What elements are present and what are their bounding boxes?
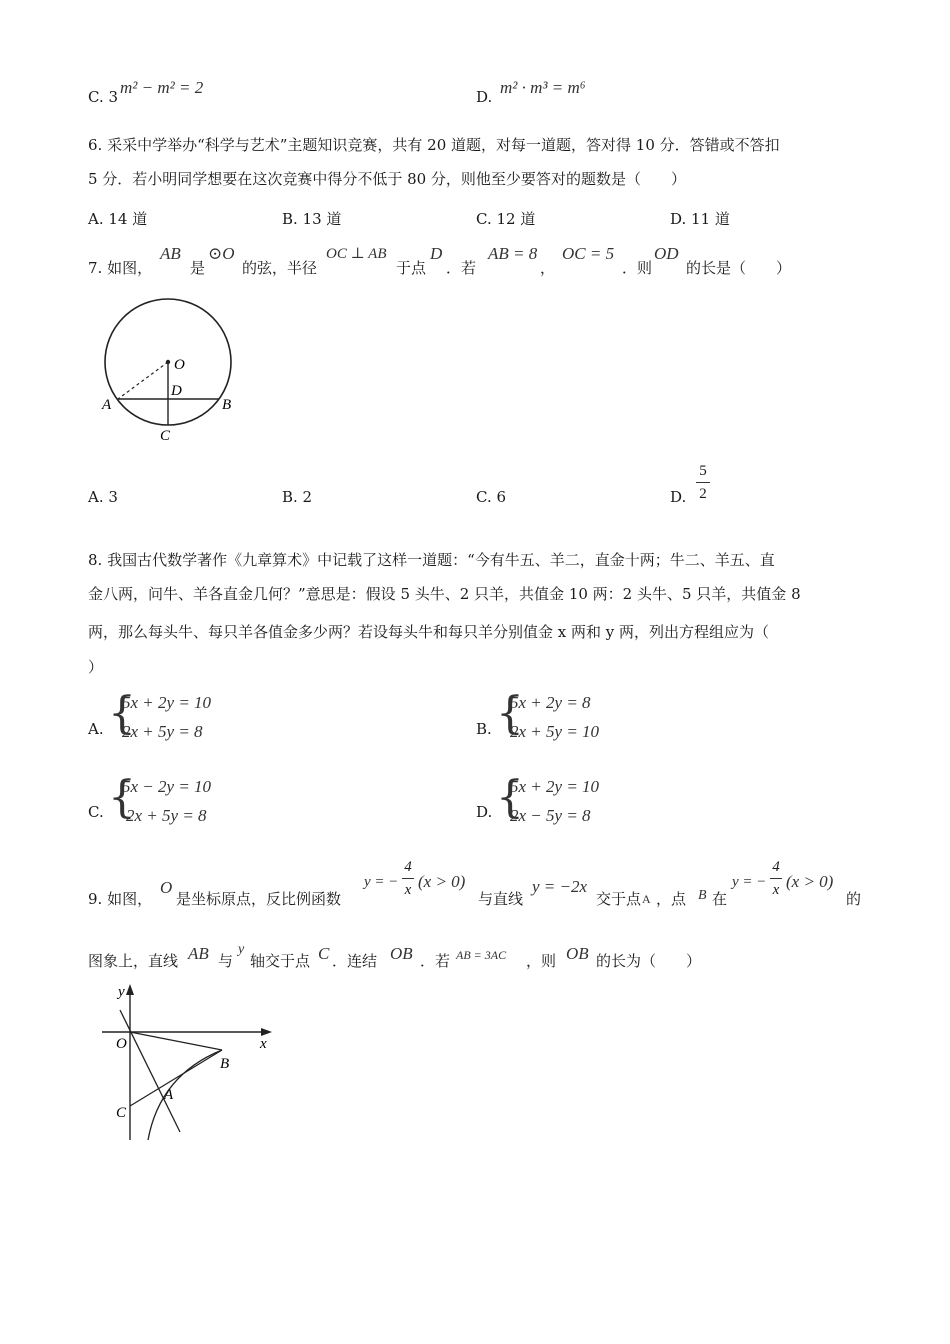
q8-option-d-label: D. xyxy=(476,803,493,821)
equation-1: 5x + 2y = 10 xyxy=(510,777,600,796)
q9-line-equation: y = −2x xyxy=(532,877,588,896)
y-axis-arrow xyxy=(126,984,134,995)
q6-option-a: A. 14 道 xyxy=(88,210,148,228)
q7-comma: ， xyxy=(540,259,556,277)
q9-point-b: B xyxy=(698,888,707,903)
label-c: C xyxy=(116,1105,127,1121)
q8-stem-line4: ） xyxy=(88,658,104,676)
label-o: O xyxy=(116,1036,127,1052)
fraction-denominator: 2 xyxy=(699,486,707,502)
q9-number: 9. 如图， xyxy=(88,890,153,908)
q8-option-d-system xyxy=(510,772,599,830)
q8-stem-line1: 8. 我国古代数学著作《九章算术》中记载了这样一道题：“今有牛五、羊二，直金十两；牛二、羊五、直 xyxy=(88,551,775,569)
q9-line2-text-3: 轴交于点 xyxy=(250,952,311,970)
q7-tail: 的长是（ ） xyxy=(686,259,792,277)
label-b: B xyxy=(220,1056,230,1072)
label-d: D xyxy=(171,383,182,399)
q7-number: 7. 如图， xyxy=(88,259,153,277)
q7-od: OD xyxy=(654,244,679,263)
q8-option-a-label: A. xyxy=(88,720,104,738)
segment-ob xyxy=(130,1032,222,1050)
equation-1: 5x + 2y = 10 xyxy=(122,693,212,712)
q9-function-lhs-2: y = − xyxy=(732,874,767,890)
q6-option-b: B. 13 道 xyxy=(282,210,342,228)
q6-stem-line1: 6. 采采中学举办“科学与艺术”主题知识竞赛，共有 20 道题，对每一道题，答对得 10 分．答错或不答扣 xyxy=(88,136,780,154)
q9-line2-text-7: 的长为（ ） xyxy=(596,952,702,970)
fraction-numerator: 4 xyxy=(772,859,780,875)
q9-ob-2: OB xyxy=(566,944,589,963)
q9-line2-text-1: 图象上，直线 xyxy=(88,952,179,970)
q7-option-c: C. 6 xyxy=(476,488,507,506)
q8-option-a-system xyxy=(122,688,211,746)
q7-at-point: 于点 xyxy=(396,259,427,277)
q9-o: O xyxy=(160,878,173,897)
fraction-numerator: 4 xyxy=(404,859,412,875)
q6-stem-line2: 5 分．若小明同学想要在这次竞赛中得分不低于 80 分，则他至少要答对的题数是（ ） xyxy=(88,170,686,188)
q9-line2-text-2: 与 xyxy=(218,952,234,970)
q8-option-c-brace: { xyxy=(108,772,136,823)
q9-condition: AB = 3AC xyxy=(456,948,507,962)
q9-text-4: ，点 xyxy=(656,890,687,908)
q8-stem-line2: 金八两，问牛、羊各直金几何？”意思是：假设 5 头牛、2 只羊，共值金 10 两：2 头牛、5 只羊，共值金 8 xyxy=(88,585,801,603)
label-c: C xyxy=(160,428,171,444)
q9-function-fraction-2 xyxy=(770,858,782,899)
q5-option-d-expression: m² · m³ = m⁶ xyxy=(500,78,586,97)
q8-option-b-brace: { xyxy=(496,688,524,739)
q9-ab: AB xyxy=(188,944,209,963)
q7-oc-5: OC = 5 xyxy=(562,244,615,263)
q7-then: ．则 xyxy=(622,259,653,277)
equation-1: 5x + 2y = 8 xyxy=(510,693,591,712)
q5-option-d-label: D. xyxy=(476,88,493,106)
label-o: O xyxy=(174,357,185,373)
q8-option-a-brace: { xyxy=(108,688,136,739)
center-dot xyxy=(166,360,170,364)
q9-line2-text-6: ，则 xyxy=(526,952,557,970)
q7-ab: AB xyxy=(160,244,181,263)
q7-perpendicular: OC ⊥ AB xyxy=(326,246,387,262)
q9-c: C xyxy=(318,944,330,963)
label-x: x xyxy=(260,1036,267,1052)
q5-option-c-expression: m² − m² = 2 xyxy=(120,78,204,97)
segment-oa-dashed xyxy=(118,362,168,399)
fraction-numerator: 5 xyxy=(699,463,707,479)
q9-function-lhs: y = − xyxy=(364,874,399,890)
q8-option-b-system xyxy=(510,688,599,746)
hyperbola-curve xyxy=(148,1050,222,1140)
q9-text-6: 的 xyxy=(846,890,862,908)
q5-option-c-label: C. 3 xyxy=(88,88,119,106)
q8-option-d-brace: { xyxy=(496,772,524,823)
q7-option-a: A. 3 xyxy=(88,488,118,506)
q6-option-c: C. 12 道 xyxy=(476,210,536,228)
q9-text-2: 与直线 xyxy=(478,890,524,908)
fraction-denominator: x xyxy=(772,882,780,898)
q7-circle-o: ⊙O xyxy=(208,244,235,263)
q8-option-b-label: B. xyxy=(476,720,492,738)
q8-stem-line3: 两，那么每头牛、每只羊各值金多少两？若设每头牛和每只羊分别值金 x 两和 y 两，列出方程组应为（ xyxy=(88,623,770,641)
q7-d: D xyxy=(430,244,443,263)
q8-option-c-system xyxy=(122,772,211,830)
q7-circle-figure xyxy=(96,296,246,446)
q9-point-a: A xyxy=(642,892,651,906)
equation-2: 2x + 5y = 10 xyxy=(510,722,600,741)
q9-line2-text-5: ．若 xyxy=(420,952,451,970)
q9-text-5: 在 xyxy=(712,890,728,908)
equation-2: 2x − 5y = 8 xyxy=(510,806,591,825)
equation-1: 5x − 2y = 10 xyxy=(122,777,212,796)
q9-line2-text-4: ．连结 xyxy=(332,952,378,970)
q9-coordinate-figure xyxy=(100,980,290,1150)
q7-ab-8: AB = 8 xyxy=(488,244,538,263)
fraction-denominator: x xyxy=(404,882,412,898)
q9-function-fraction xyxy=(402,858,414,899)
x-axis-arrow xyxy=(261,1028,272,1036)
fraction-bar xyxy=(402,878,414,879)
q6-option-d: D. 11 道 xyxy=(670,210,730,228)
label-y: y xyxy=(118,984,125,1000)
q7-if: ．若 xyxy=(446,259,477,277)
label-a: A xyxy=(102,397,112,413)
q9-text-3: 交于点 xyxy=(596,890,642,908)
q9-ob: OB xyxy=(390,944,413,963)
fraction-bar xyxy=(696,482,710,483)
equation-2: 2x + 5y = 8 xyxy=(126,806,207,825)
q7-option-d-fraction xyxy=(696,462,710,503)
q9-function-condition-2: (x > 0) xyxy=(786,872,834,891)
equation-2: 2x + 5y = 8 xyxy=(122,722,203,741)
q7-is: 是 xyxy=(190,259,206,277)
label-a: A xyxy=(164,1087,174,1103)
line-y-neg2x xyxy=(120,1010,180,1132)
q9-y: y xyxy=(238,942,245,957)
fraction-bar xyxy=(770,878,782,879)
q7-option-b: B. 2 xyxy=(282,488,313,506)
q9-function-condition: (x > 0) xyxy=(418,872,466,891)
label-b: B xyxy=(222,397,232,413)
q7-chord-text: 的弦，半径 xyxy=(242,259,318,277)
q9-text-1: 是坐标原点，反比例函数 xyxy=(176,890,342,908)
q8-option-c-label: C. xyxy=(88,803,104,821)
q7-option-d-label: D. xyxy=(670,488,687,506)
